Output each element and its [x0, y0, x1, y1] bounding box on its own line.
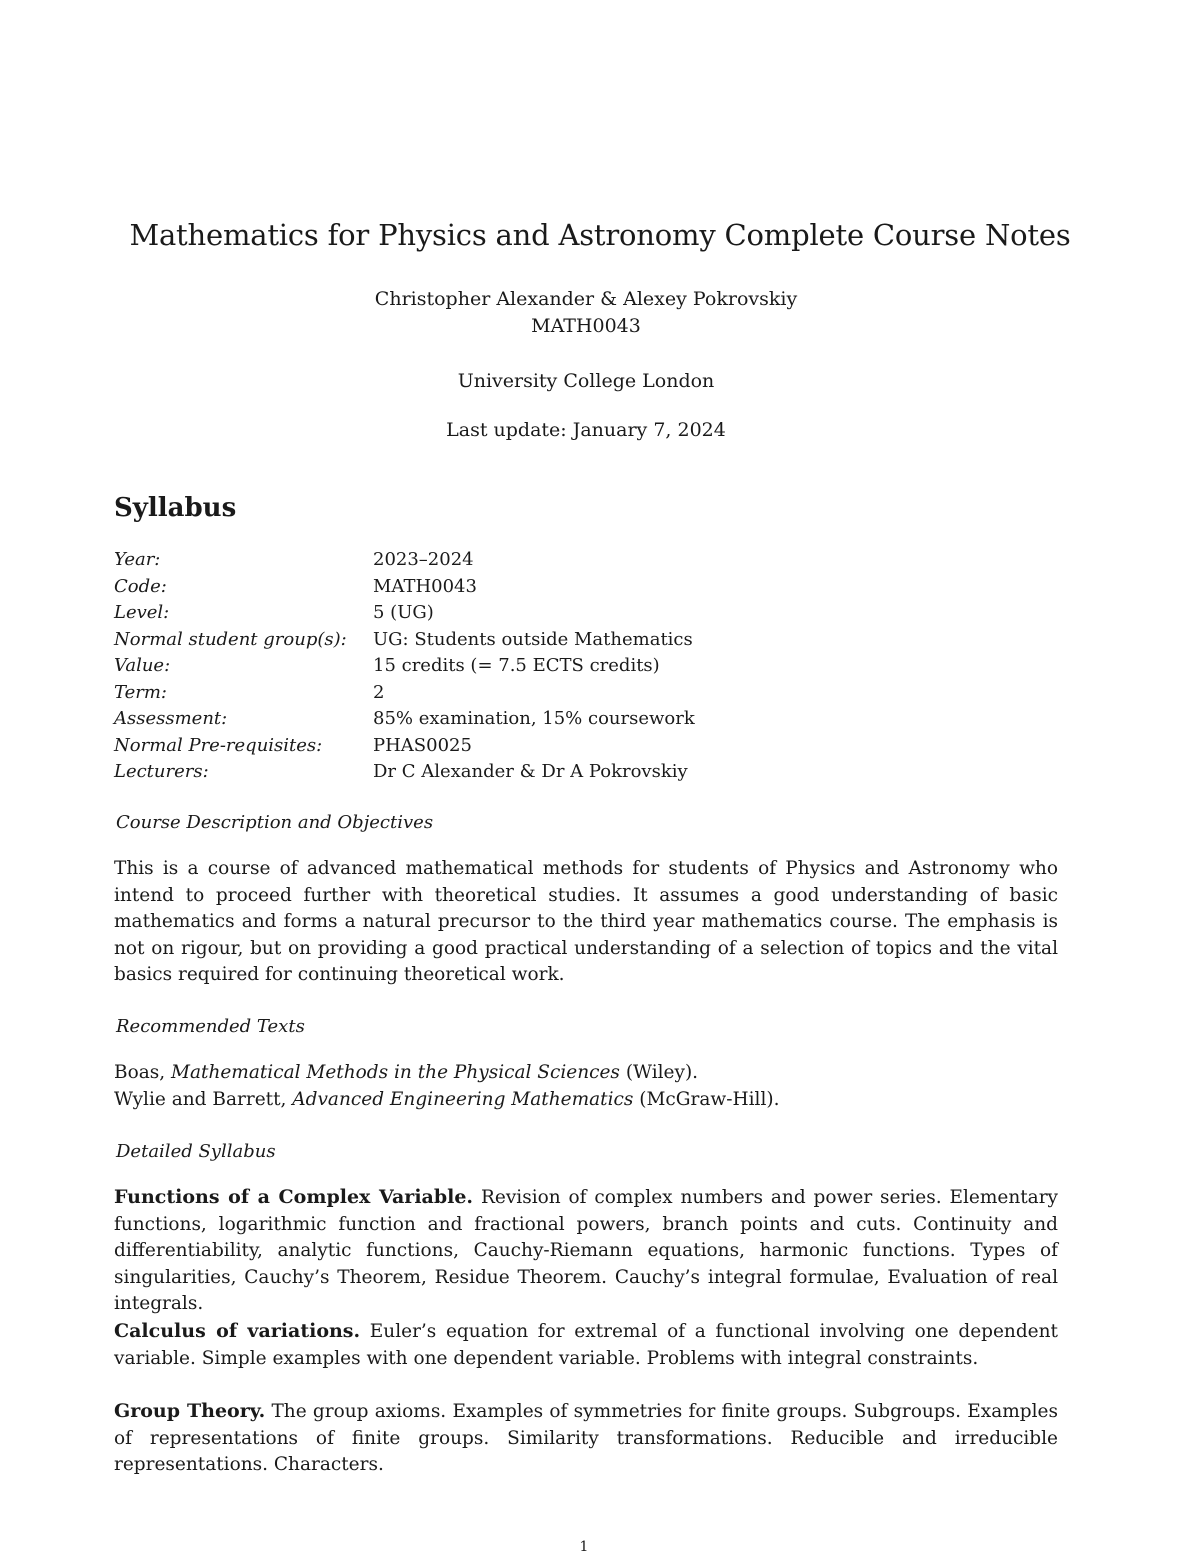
info-row-level	[114, 600, 695, 627]
info-value: 2	[373, 681, 385, 703]
topic-title: Calculus of variations.	[114, 1320, 361, 1342]
recommended-texts-heading: Recommended Texts	[116, 1016, 305, 1037]
syllabus-heading: Syllabus	[114, 493, 237, 523]
info-label: Assessment:	[114, 708, 228, 729]
info-label: Year:	[114, 549, 161, 570]
detailed-syllabus-heading: Detailed Syllabus	[116, 1141, 276, 1162]
text-publisher: (McGraw-Hill).	[633, 1089, 780, 1110]
topic-body: The group axioms. Examples of symmetries for finite groups. Subgroups. Examples of representations of finite groups. Similarity transformations. Reducible and irreducible representations. Characters.	[114, 1401, 1058, 1475]
info-label: Term:	[114, 681, 167, 703]
topic-calculus-of-variations	[114, 1318, 1058, 1372]
course-code: MATH0043	[531, 315, 641, 337]
topic-body: Euler’s equation for extremal of a functional involving one dependent variable. Simple examples with one dependent variable. Problems with integral constraints.	[114, 1321, 1058, 1369]
info-row-year	[114, 547, 695, 574]
recommended-text-item	[114, 1062, 698, 1083]
course-description: This is a course of advanced mathematical methods for students of Physics and Astronomy who intend to proceed further with theoretical studies. It assumes a good understanding of basic mathematics and forms a natural precursor to the third year mathematics course. The emphasis is not on rigour, but on providing a good practical understanding of a selection of topics and the vital basics required for continuing theoretical work.	[114, 858, 1058, 985]
text-publisher: (Wiley).	[619, 1062, 699, 1083]
course-info-table	[114, 547, 695, 786]
text-author: Wylie and Barrett,	[114, 1089, 293, 1110]
last-update: Last update: January 7, 2024	[446, 419, 726, 441]
info-label: Level:	[114, 602, 170, 623]
topic-complex-variable	[114, 1184, 1058, 1318]
info-row-lecturers	[114, 759, 695, 786]
text-title: Advanced Engineering Mathematics	[292, 1089, 634, 1110]
info-row-student-group	[114, 627, 695, 654]
info-row-value	[114, 653, 695, 680]
info-value: PHAS0025	[373, 734, 472, 756]
page-number: 1	[579, 1539, 589, 1555]
authors: Christopher Alexander & Alexey Pokrovskiy	[374, 288, 798, 310]
topic-body: Revision of complex numbers and power series. Elementary functions, logarithmic function and fractional powers, branch points and cuts. Continuity and differentiability, analytic functions, Cauchy-Riemann equations, harmonic functions. Types of singularities, Cauchy’s Theorem, Residue Theorem. Cauchy’s integral formulae, Evaluation of real integrals.	[114, 1187, 1058, 1314]
info-label: Value:	[114, 655, 171, 676]
info-label: Code:	[114, 575, 167, 597]
institution: University College London	[457, 370, 715, 392]
info-label: Normal student group(s):	[114, 628, 347, 650]
info-row-assessment	[114, 706, 695, 733]
info-value: MATH0043	[373, 575, 477, 597]
recommended-text-item	[114, 1089, 779, 1110]
info-value: 2023–2024	[373, 549, 474, 570]
info-row-code	[114, 574, 695, 601]
info-value: 5 (UG)	[373, 602, 434, 623]
info-row-term	[114, 680, 695, 707]
document-title: Mathematics for Physics and Astronomy Complete Course Notes	[129, 218, 1071, 252]
description-heading: Course Description and Objectives	[116, 812, 434, 833]
topic-title: Functions of a Complex Variable.	[114, 1186, 474, 1208]
info-label: Lecturers:	[114, 761, 209, 782]
info-row-prerequisites	[114, 733, 695, 760]
topic-title: Group Theory.	[114, 1400, 266, 1422]
text-title: Mathematical Methods in the Physical Sciences	[171, 1062, 620, 1083]
info-value: 15 credits (= 7.5 ECTS credits)	[373, 655, 660, 676]
info-value: UG: Students outside Mathematics	[373, 628, 693, 650]
text-author: Boas,	[114, 1062, 172, 1083]
info-value: 85% examination, 15% coursework	[373, 708, 695, 729]
topic-group-theory	[114, 1398, 1058, 1479]
info-value: Dr C Alexander & Dr A Pokrovskiy	[373, 761, 688, 782]
info-label: Normal Pre-requisites:	[114, 734, 323, 756]
